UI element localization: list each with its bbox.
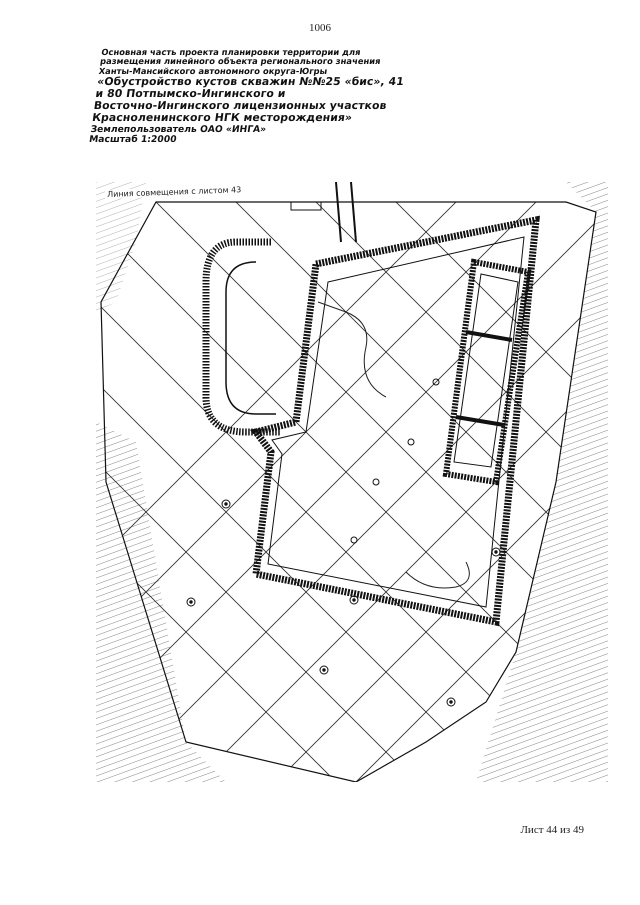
title-line: Основная часть проекта планировки территории для xyxy=(100,47,362,57)
internal-path xyxy=(318,302,386,397)
scale-line: Масштаб 1:2000 xyxy=(88,133,178,145)
title-block xyxy=(88,47,405,145)
project-name-line: «Обустройство кустов скважин №№25 «бис», 41 xyxy=(96,75,405,89)
page-number: 1006 xyxy=(309,22,331,34)
title-line: Ханты-Мансийского автономного округа-Югры xyxy=(98,65,328,76)
site-plan-drawing xyxy=(96,182,608,782)
land-user-line: Землепользователь ОАО «ИНГА» xyxy=(89,123,267,135)
top-connectors xyxy=(291,182,356,242)
access-road-loop xyxy=(206,242,281,432)
project-name-line: Восточно-Ингинского лицензионных участков xyxy=(92,99,388,113)
project-name-line: Красноленинского НГК месторождения» xyxy=(91,111,353,125)
inner-structure xyxy=(446,262,528,482)
sheet-number: Лист 44 из 49 xyxy=(520,824,584,836)
well-pad-outline xyxy=(256,220,536,622)
project-name-line: и 80 Потпымско-Ингинского и xyxy=(94,87,287,101)
match-line-caption: Линия совмещения с листом 43 xyxy=(106,185,242,199)
title-line: размещения линейного объекта регионального значения xyxy=(99,56,382,67)
